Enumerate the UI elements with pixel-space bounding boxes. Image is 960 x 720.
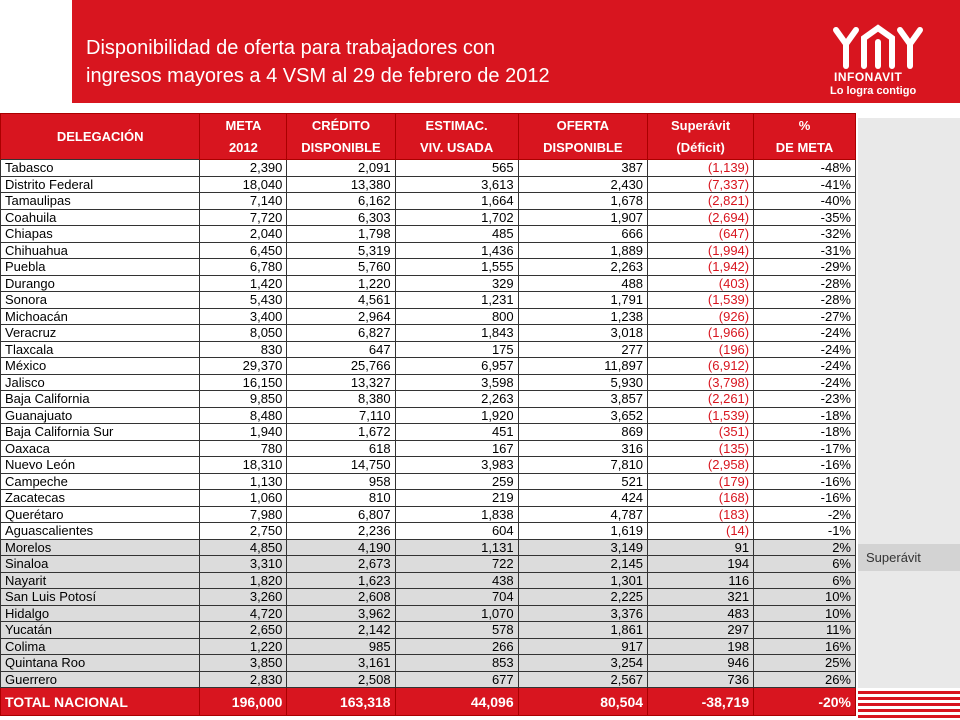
table-row xyxy=(1,490,856,507)
estimac-cell: 853 xyxy=(395,655,518,672)
superavit-cell: (135) xyxy=(648,440,754,457)
credito-cell: 4,190 xyxy=(287,539,395,556)
credito-cell: 958 xyxy=(287,473,395,490)
estimac-cell: 6,957 xyxy=(395,358,518,375)
estimac-cell: 1,664 xyxy=(395,193,518,210)
table-row xyxy=(1,440,856,457)
credito-cell: 13,380 xyxy=(287,176,395,193)
table-row xyxy=(1,473,856,490)
meta-cell: 9,850 xyxy=(200,391,287,408)
meta-cell: 1,820 xyxy=(200,572,287,589)
oferta-cell: 316 xyxy=(518,440,647,457)
table-row xyxy=(1,671,856,688)
estimac-cell: 604 xyxy=(395,523,518,540)
estimac-cell: 1,555 xyxy=(395,259,518,276)
oferta-cell: 1,791 xyxy=(518,292,647,309)
meta-cell: 3,310 xyxy=(200,556,287,573)
credito-cell: 2,964 xyxy=(287,308,395,325)
oferta-cell: 3,376 xyxy=(518,605,647,622)
meta-cell: 3,260 xyxy=(200,589,287,606)
meta-cell: 5,430 xyxy=(200,292,287,309)
estimac-cell: 167 xyxy=(395,440,518,457)
superavit-cell: (403) xyxy=(648,275,754,292)
credito-cell: 2,608 xyxy=(287,589,395,606)
estimac-cell: 2,263 xyxy=(395,391,518,408)
superavit-cell: (14) xyxy=(648,523,754,540)
table-row xyxy=(1,622,856,639)
col-subheader-credito: DISPONIBLE xyxy=(287,137,395,160)
meta-cell: 29,370 xyxy=(200,358,287,375)
oferta-cell: 3,149 xyxy=(518,539,647,556)
superavit-cell: 321 xyxy=(648,589,754,606)
oferta-cell: 2,145 xyxy=(518,556,647,573)
table-row xyxy=(1,424,856,441)
superavit-cell: (2,821) xyxy=(648,193,754,210)
oferta-cell: 387 xyxy=(518,160,647,177)
delegacion-cell: Tamaulipas xyxy=(1,193,200,210)
superavit-cell: (1,966) xyxy=(648,325,754,342)
table-row xyxy=(1,259,856,276)
table-row xyxy=(1,638,856,655)
title-line-2: ingresos mayores a 4 VSM al 29 de febrero de 2012 xyxy=(86,65,550,87)
col-subheader-estimac: VIV. USADA xyxy=(395,137,518,160)
oferta-cell: 7,810 xyxy=(518,457,647,474)
offer-table xyxy=(0,113,856,716)
credito-cell: 810 xyxy=(287,490,395,507)
meta-cell: 6,780 xyxy=(200,259,287,276)
estimac-cell: 3,983 xyxy=(395,457,518,474)
superavit-cell: (3,798) xyxy=(648,374,754,391)
table-row xyxy=(1,506,856,523)
oferta-cell: 11,897 xyxy=(518,358,647,375)
pct-cell: 10% xyxy=(754,589,856,606)
table-row xyxy=(1,242,856,259)
meta-cell: 8,050 xyxy=(200,325,287,342)
estimac-cell: 800 xyxy=(395,308,518,325)
delegacion-cell: Chihuahua xyxy=(1,242,200,259)
total-superavit: -38,719 xyxy=(648,688,754,716)
oferta-cell: 3,254 xyxy=(518,655,647,672)
credito-cell: 6,807 xyxy=(287,506,395,523)
estimac-cell: 266 xyxy=(395,638,518,655)
col-header-estimac: ESTIMAC. xyxy=(395,114,518,137)
col-subheader-superavit: (Déficit) xyxy=(648,137,754,160)
credito-cell: 2,673 xyxy=(287,556,395,573)
oferta-cell: 1,889 xyxy=(518,242,647,259)
oferta-cell: 1,619 xyxy=(518,523,647,540)
delegacion-cell: Tlaxcala xyxy=(1,341,200,358)
table-row xyxy=(1,589,856,606)
credito-cell: 8,380 xyxy=(287,391,395,408)
col-header-meta: META xyxy=(200,114,287,137)
pct-cell: 25% xyxy=(754,655,856,672)
estimac-cell: 175 xyxy=(395,341,518,358)
credito-cell: 6,303 xyxy=(287,209,395,226)
pct-cell: -18% xyxy=(754,407,856,424)
col-subheader-meta: 2012 xyxy=(200,137,287,160)
table-row xyxy=(1,292,856,309)
credito-cell: 1,798 xyxy=(287,226,395,243)
decorative-stripes xyxy=(858,688,960,720)
delegacion-cell: Baja California xyxy=(1,391,200,408)
pct-cell: -48% xyxy=(754,160,856,177)
credito-cell: 618 xyxy=(287,440,395,457)
delegacion-cell: Sinaloa xyxy=(1,556,200,573)
oferta-cell: 488 xyxy=(518,275,647,292)
superavit-cell: 198 xyxy=(648,638,754,655)
delegacion-cell: Coahuila xyxy=(1,209,200,226)
credito-cell: 7,110 xyxy=(287,407,395,424)
delegacion-cell: Distrito Federal xyxy=(1,176,200,193)
table-row xyxy=(1,325,856,342)
col-header-delegacion: DELEGACIÓN xyxy=(1,114,200,160)
credito-cell: 5,319 xyxy=(287,242,395,259)
col-subheader-pct: DE META xyxy=(754,137,856,160)
oferta-cell: 2,225 xyxy=(518,589,647,606)
pct-cell: -31% xyxy=(754,242,856,259)
table-row xyxy=(1,572,856,589)
oferta-cell: 1,678 xyxy=(518,193,647,210)
table-row xyxy=(1,226,856,243)
oferta-cell: 2,430 xyxy=(518,176,647,193)
superavit-cell: (1,539) xyxy=(648,407,754,424)
total-meta: 196,000 xyxy=(200,688,287,716)
delegacion-cell: Guerrero xyxy=(1,671,200,688)
pct-cell: -16% xyxy=(754,490,856,507)
superavit-cell: (926) xyxy=(648,308,754,325)
delegacion-cell: Baja California Sur xyxy=(1,424,200,441)
estimac-cell: 1,070 xyxy=(395,605,518,622)
oferta-cell: 2,567 xyxy=(518,671,647,688)
col-header-credito: CRÉDITO xyxy=(287,114,395,137)
superavit-cell: (1,994) xyxy=(648,242,754,259)
meta-cell: 2,830 xyxy=(200,671,287,688)
header-row-top xyxy=(1,114,856,137)
right-panel xyxy=(858,118,960,720)
pct-cell: -23% xyxy=(754,391,856,408)
table-row xyxy=(1,160,856,177)
delegacion-cell: Jalisco xyxy=(1,374,200,391)
estimac-cell: 329 xyxy=(395,275,518,292)
table-row xyxy=(1,655,856,672)
col-header-pct: % xyxy=(754,114,856,137)
estimac-cell: 1,131 xyxy=(395,539,518,556)
pct-cell: -18% xyxy=(754,424,856,441)
meta-cell: 2,750 xyxy=(200,523,287,540)
estimac-cell: 3,613 xyxy=(395,176,518,193)
superavit-cell: (183) xyxy=(648,506,754,523)
superavit-cell: 194 xyxy=(648,556,754,573)
pct-cell: 2% xyxy=(754,539,856,556)
pct-cell: -2% xyxy=(754,506,856,523)
table-row xyxy=(1,374,856,391)
oferta-cell: 521 xyxy=(518,473,647,490)
meta-cell: 2,650 xyxy=(200,622,287,639)
superavit-cell: (647) xyxy=(648,226,754,243)
col-header-oferta: OFERTA xyxy=(518,114,647,137)
logo-slogan: Lo logra contigo xyxy=(830,85,917,97)
oferta-cell: 1,861 xyxy=(518,622,647,639)
pct-cell: -24% xyxy=(754,341,856,358)
legend-surplus: Superávit xyxy=(858,544,960,571)
estimac-cell: 1,436 xyxy=(395,242,518,259)
oferta-cell: 917 xyxy=(518,638,647,655)
oferta-cell: 3,857 xyxy=(518,391,647,408)
credito-cell: 25,766 xyxy=(287,358,395,375)
delegacion-cell: Guanajuato xyxy=(1,407,200,424)
table-row xyxy=(1,539,856,556)
page-title xyxy=(86,34,550,90)
delegacion-cell: Quintana Roo xyxy=(1,655,200,672)
delegacion-cell: Puebla xyxy=(1,259,200,276)
pct-cell: -35% xyxy=(754,209,856,226)
meta-cell: 7,140 xyxy=(200,193,287,210)
superavit-cell: 297 xyxy=(648,622,754,639)
oferta-cell: 2,263 xyxy=(518,259,647,276)
delegacion-cell: San Luis Potosí xyxy=(1,589,200,606)
total-name: TOTAL NACIONAL xyxy=(1,688,200,716)
delegacion-cell: Aguascalientes xyxy=(1,523,200,540)
infonavit-logo xyxy=(828,24,928,104)
delegacion-cell: Nuevo León xyxy=(1,457,200,474)
estimac-cell: 1,920 xyxy=(395,407,518,424)
credito-cell: 13,327 xyxy=(287,374,395,391)
pct-cell: -40% xyxy=(754,193,856,210)
meta-cell: 1,940 xyxy=(200,424,287,441)
estimac-cell: 451 xyxy=(395,424,518,441)
pct-cell: -24% xyxy=(754,358,856,375)
meta-cell: 830 xyxy=(200,341,287,358)
credito-cell: 1,672 xyxy=(287,424,395,441)
total-pct: -20% xyxy=(754,688,856,716)
estimac-cell: 219 xyxy=(395,490,518,507)
meta-cell: 1,060 xyxy=(200,490,287,507)
oferta-cell: 666 xyxy=(518,226,647,243)
total-credito: 163,318 xyxy=(287,688,395,716)
delegacion-cell: Querétaro xyxy=(1,506,200,523)
superavit-cell: (196) xyxy=(648,341,754,358)
table-row xyxy=(1,358,856,375)
table-row xyxy=(1,457,856,474)
meta-cell: 6,450 xyxy=(200,242,287,259)
table-body xyxy=(1,160,856,688)
table-row xyxy=(1,193,856,210)
table-row xyxy=(1,275,856,292)
pct-cell: 6% xyxy=(754,572,856,589)
superavit-cell: 116 xyxy=(648,572,754,589)
meta-cell: 2,390 xyxy=(200,160,287,177)
delegacion-cell: Chiapas xyxy=(1,226,200,243)
meta-cell: 780 xyxy=(200,440,287,457)
pct-cell: -16% xyxy=(754,457,856,474)
total-row xyxy=(1,688,856,716)
oferta-cell: 4,787 xyxy=(518,506,647,523)
estimac-cell: 578 xyxy=(395,622,518,639)
credito-cell: 2,508 xyxy=(287,671,395,688)
meta-cell: 3,400 xyxy=(200,308,287,325)
table-row xyxy=(1,605,856,622)
estimac-cell: 565 xyxy=(395,160,518,177)
pct-cell: -29% xyxy=(754,259,856,276)
superavit-cell: (1,139) xyxy=(648,160,754,177)
pct-cell: -1% xyxy=(754,523,856,540)
pct-cell: 16% xyxy=(754,638,856,655)
superavit-cell: (168) xyxy=(648,490,754,507)
estimac-cell: 438 xyxy=(395,572,518,589)
oferta-cell: 424 xyxy=(518,490,647,507)
header-spacer xyxy=(0,0,72,103)
table-row xyxy=(1,341,856,358)
credito-cell: 2,236 xyxy=(287,523,395,540)
meta-cell: 7,980 xyxy=(200,506,287,523)
credito-cell: 985 xyxy=(287,638,395,655)
pct-cell: -16% xyxy=(754,473,856,490)
credito-cell: 2,091 xyxy=(287,160,395,177)
superavit-cell: (2,958) xyxy=(648,457,754,474)
total-oferta: 80,504 xyxy=(518,688,647,716)
superavit-cell: (1,539) xyxy=(648,292,754,309)
estimac-cell: 704 xyxy=(395,589,518,606)
delegacion-cell: Nayarit xyxy=(1,572,200,589)
delegacion-cell: Colima xyxy=(1,638,200,655)
delegacion-cell: Oaxaca xyxy=(1,440,200,457)
meta-cell: 8,480 xyxy=(200,407,287,424)
credito-cell: 14,750 xyxy=(287,457,395,474)
credito-cell: 6,162 xyxy=(287,193,395,210)
pct-cell: 11% xyxy=(754,622,856,639)
credito-cell: 3,962 xyxy=(287,605,395,622)
pct-cell: 26% xyxy=(754,671,856,688)
superavit-cell: 736 xyxy=(648,671,754,688)
table-row xyxy=(1,407,856,424)
table-row xyxy=(1,523,856,540)
pct-cell: 10% xyxy=(754,605,856,622)
table-row xyxy=(1,176,856,193)
pct-cell: -28% xyxy=(754,292,856,309)
table-row xyxy=(1,209,856,226)
delegacion-cell: Hidalgo xyxy=(1,605,200,622)
total-estimac: 44,096 xyxy=(395,688,518,716)
estimac-cell: 3,598 xyxy=(395,374,518,391)
superavit-cell: 946 xyxy=(648,655,754,672)
estimac-cell: 485 xyxy=(395,226,518,243)
credito-cell: 5,760 xyxy=(287,259,395,276)
credito-cell: 3,161 xyxy=(287,655,395,672)
oferta-cell: 869 xyxy=(518,424,647,441)
pct-cell: -17% xyxy=(754,440,856,457)
superavit-cell: (179) xyxy=(648,473,754,490)
pct-cell: -24% xyxy=(754,325,856,342)
col-subheader-oferta: DISPONIBLE xyxy=(518,137,647,160)
meta-cell: 7,720 xyxy=(200,209,287,226)
delegacion-cell: Yucatán xyxy=(1,622,200,639)
oferta-cell: 5,930 xyxy=(518,374,647,391)
superavit-cell: (6,912) xyxy=(648,358,754,375)
oferta-cell: 3,652 xyxy=(518,407,647,424)
logo-name: INFONAVIT xyxy=(834,70,903,84)
meta-cell: 1,130 xyxy=(200,473,287,490)
oferta-cell: 3,018 xyxy=(518,325,647,342)
meta-cell: 16,150 xyxy=(200,374,287,391)
superavit-cell: 91 xyxy=(648,539,754,556)
delegacion-cell: Michoacán xyxy=(1,308,200,325)
superavit-cell: (351) xyxy=(648,424,754,441)
title-line-1: Disponibilidad de oferta para trabajadores con xyxy=(86,37,496,59)
oferta-cell: 1,301 xyxy=(518,572,647,589)
superavit-cell: 483 xyxy=(648,605,754,622)
delegacion-cell: Sonora xyxy=(1,292,200,309)
delegacion-cell: Zacatecas xyxy=(1,490,200,507)
col-header-superavit: Superávit xyxy=(648,114,754,137)
meta-cell: 3,850 xyxy=(200,655,287,672)
credito-cell: 6,827 xyxy=(287,325,395,342)
superavit-cell: (1,942) xyxy=(648,259,754,276)
oferta-cell: 1,238 xyxy=(518,308,647,325)
estimac-cell: 259 xyxy=(395,473,518,490)
meta-cell: 4,720 xyxy=(200,605,287,622)
estimac-cell: 1,843 xyxy=(395,325,518,342)
estimac-cell: 722 xyxy=(395,556,518,573)
estimac-cell: 677 xyxy=(395,671,518,688)
credito-cell: 647 xyxy=(287,341,395,358)
pct-cell: 6% xyxy=(754,556,856,573)
credito-cell: 2,142 xyxy=(287,622,395,639)
delegacion-cell: Campeche xyxy=(1,473,200,490)
oferta-cell: 1,907 xyxy=(518,209,647,226)
credito-cell: 1,220 xyxy=(287,275,395,292)
delegacion-cell: México xyxy=(1,358,200,375)
pct-cell: -27% xyxy=(754,308,856,325)
delegacion-cell: Tabasco xyxy=(1,160,200,177)
infonavit-figures-icon xyxy=(828,24,928,70)
oferta-cell: 277 xyxy=(518,341,647,358)
meta-cell: 18,310 xyxy=(200,457,287,474)
meta-cell: 4,850 xyxy=(200,539,287,556)
credito-cell: 4,561 xyxy=(287,292,395,309)
pct-cell: -24% xyxy=(754,374,856,391)
table-row xyxy=(1,556,856,573)
table-row xyxy=(1,391,856,408)
meta-cell: 2,040 xyxy=(200,226,287,243)
delegacion-cell: Morelos xyxy=(1,539,200,556)
estimac-cell: 1,702 xyxy=(395,209,518,226)
pct-cell: -41% xyxy=(754,176,856,193)
estimac-cell: 1,231 xyxy=(395,292,518,309)
credito-cell: 1,623 xyxy=(287,572,395,589)
delegacion-cell: Durango xyxy=(1,275,200,292)
superavit-cell: (7,337) xyxy=(648,176,754,193)
meta-cell: 1,220 xyxy=(200,638,287,655)
superavit-cell: (2,261) xyxy=(648,391,754,408)
pct-cell: -28% xyxy=(754,275,856,292)
superavit-cell: (2,694) xyxy=(648,209,754,226)
table-row xyxy=(1,308,856,325)
meta-cell: 18,040 xyxy=(200,176,287,193)
pct-cell: -32% xyxy=(754,226,856,243)
estimac-cell: 1,838 xyxy=(395,506,518,523)
delegacion-cell: Veracruz xyxy=(1,325,200,342)
meta-cell: 1,420 xyxy=(200,275,287,292)
